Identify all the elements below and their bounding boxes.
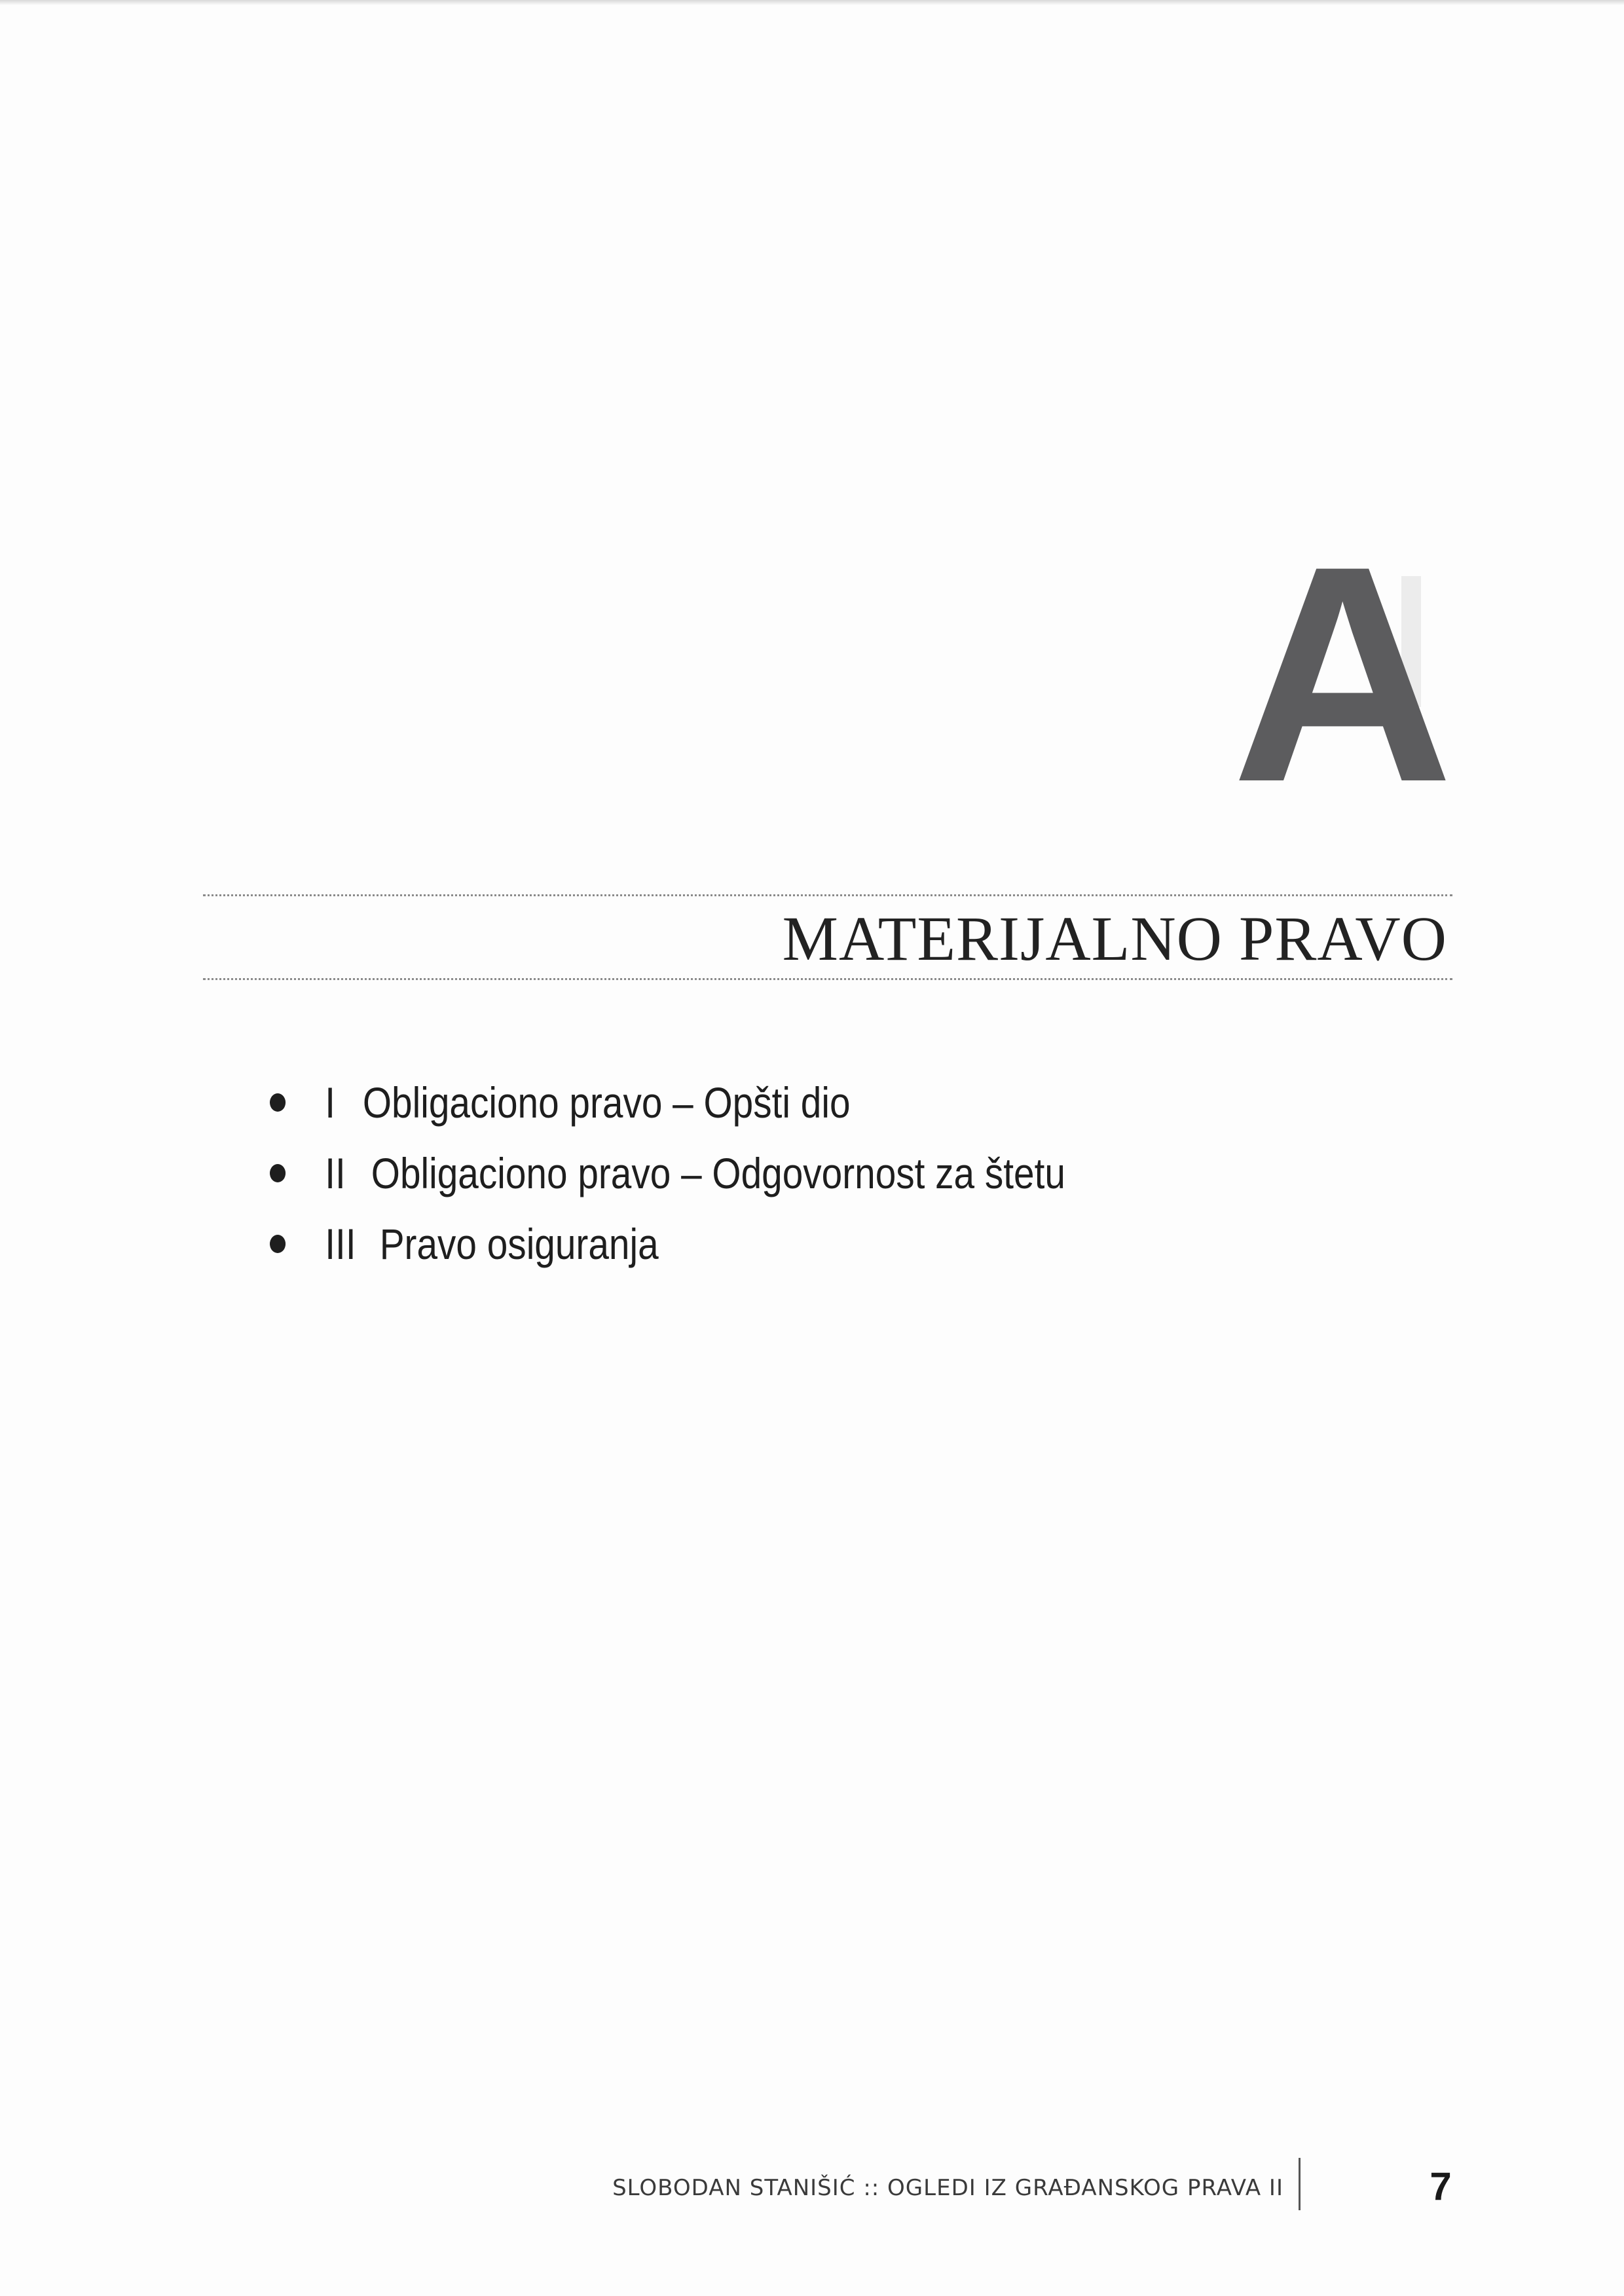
contents-item-title: Obligaciono pravo – Odgovornost za štetu [371,1149,1065,1197]
contents-list [270,1067,1383,1279]
contents-item [270,1209,1227,1279]
contents-item-title: Obligaciono pravo – Opšti dio [362,1078,851,1127]
contents-item-number: II [325,1149,346,1197]
page-number: 7 [1430,2164,1452,2208]
contents-item-number: I [325,1078,336,1127]
bullet-icon [270,1235,286,1253]
running-footer: SLOBODAN STANIŠIĆ :: OGLEDI IZ GRAĐANSKOG PRAVA II [612,2175,1283,2201]
contents-item [270,1067,1227,1138]
contents-item-number: III [325,1220,356,1268]
footer-divider [1299,2158,1301,2210]
section-letter: A [1231,502,1454,846]
bullet-icon [270,1093,286,1112]
contents-item-title: Pravo osiguranja [379,1220,659,1268]
part-title: MATERIJALNO PRAVO [782,903,1447,974]
title-rule-top [203,894,1452,896]
title-rule-bottom [203,978,1452,980]
bullet-icon [270,1164,286,1182]
contents-item [270,1138,1227,1209]
page-top-edge [0,0,1624,5]
